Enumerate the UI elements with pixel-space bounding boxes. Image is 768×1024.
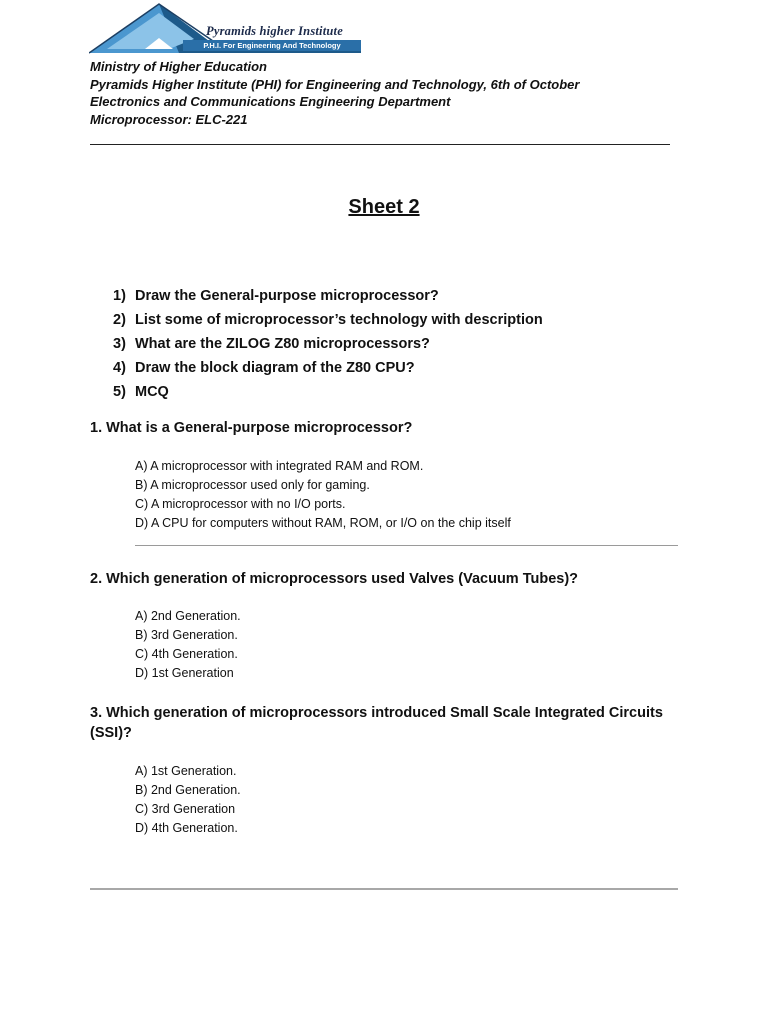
task-item (113, 332, 543, 356)
header-department: Electronics and Communications Engineering Department (90, 94, 451, 109)
question-2: 2. Which generation of microprocessors used Valves (Vacuum Tubes)? (90, 571, 579, 587)
task-item (113, 380, 543, 404)
sheet-title: Sheet 2 (348, 196, 420, 218)
task-number: 2) (113, 312, 126, 328)
task-text: List some of microprocessor’s technology with description (135, 312, 543, 328)
option-a: A) 1st Generation. (135, 764, 237, 778)
task-number: 4) (113, 360, 126, 376)
task-item (113, 356, 543, 380)
option-d: D) A CPU for computers without RAM, ROM, or I/O on the chip itself (135, 516, 511, 530)
task-number: 3) (113, 336, 126, 352)
logo-tagline: P.H.I. For Engineering And Technology (183, 40, 361, 51)
option-c: C) 4th Generation. (135, 647, 238, 661)
task-number: 5) (113, 384, 126, 400)
question-2-options (135, 607, 241, 683)
option-a: A) 2nd Generation. (135, 609, 241, 623)
task-text: Draw the General-purpose microprocessor? (135, 288, 439, 304)
question-3-options (135, 762, 241, 838)
task-text: Draw the block diagram of the Z80 CPU? (135, 360, 415, 376)
task-text: What are the ZILOG Z80 microprocessors? (135, 336, 430, 352)
question-3: 3. Which generation of microprocessors introduced Small Scale Integrated Circuits (SSI)? (90, 705, 663, 741)
logo-name: Pyramids higher Institute (206, 24, 343, 38)
option-b: B) A microprocessor used only for gaming. (135, 478, 370, 492)
task-list (113, 284, 543, 404)
option-d: D) 1st Generation (135, 666, 234, 680)
header-ministry: Ministry of Higher Education (90, 59, 267, 74)
question-1-options (135, 457, 511, 533)
header-institute: Pyramids Higher Institute (PHI) for Engineering and Technology, 6th of October (90, 76, 580, 92)
question-divider (135, 545, 678, 546)
option-c: C) 3rd Generation (135, 802, 236, 816)
option-b: B) 2nd Generation. (135, 783, 241, 797)
option-d: D) 4th Generation. (135, 821, 238, 835)
option-b: B) 3rd Generation. (135, 628, 238, 642)
task-item (113, 284, 543, 308)
task-text: MCQ (135, 384, 169, 400)
page-bottom-divider (90, 888, 678, 890)
option-c: C) A microprocessor with no I/O ports. (135, 497, 346, 511)
question-1: 1. What is a General-purpose microprocessor? (90, 420, 413, 436)
header-course: Microprocessor: ELC-221 (90, 111, 248, 127)
header-divider (90, 144, 670, 145)
task-item (113, 308, 543, 332)
task-number: 1) (113, 288, 126, 304)
document-header (90, 58, 579, 128)
option-a: A) A microprocessor with integrated RAM and ROM. (135, 459, 424, 473)
